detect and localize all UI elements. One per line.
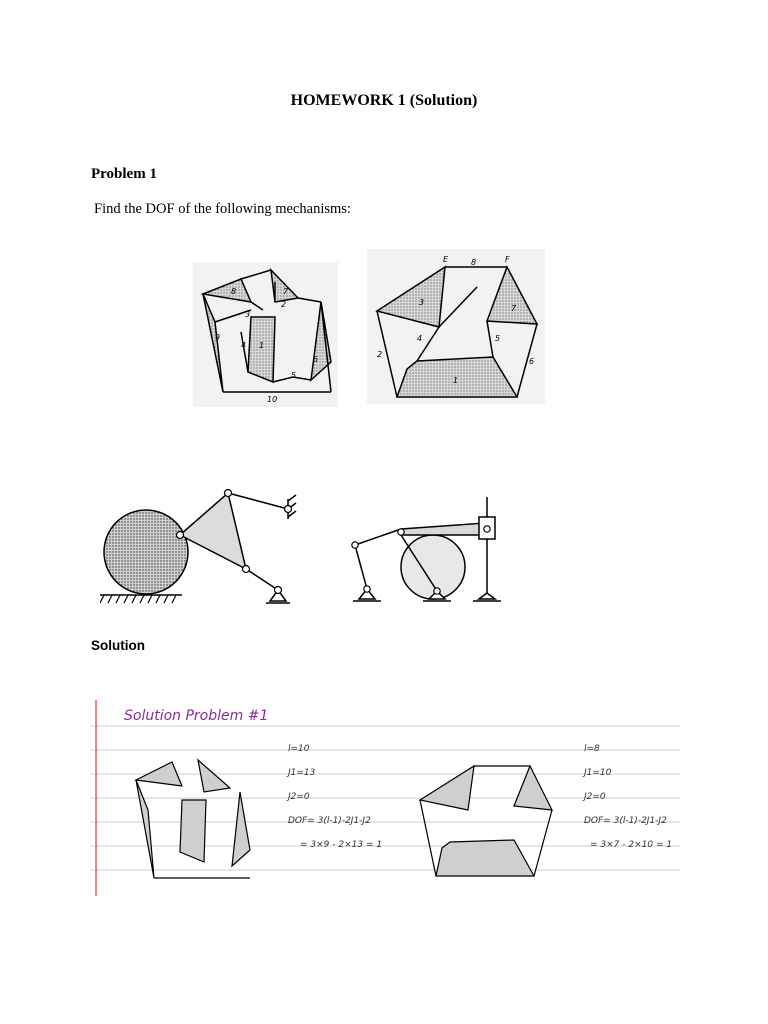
mech-b-link-label: 5: [495, 334, 501, 343]
mech-a-link-label: 2: [281, 300, 287, 309]
right-l-count: l=8: [584, 744, 600, 754]
mech-a-link-label: 10: [267, 395, 278, 404]
right-j1-count: J1=10: [584, 768, 612, 778]
mech-a-link-label: 8: [231, 287, 237, 296]
mech-a-link-label: 6: [313, 355, 319, 364]
mech-a-link-label: 4: [241, 341, 247, 350]
mech-b-joint-label: E: [443, 255, 449, 264]
left-dof-formula: DOF= 3(l-1)-2J1-J2: [288, 816, 371, 826]
solution-heading: Solution: [91, 638, 145, 653]
left-j1-count: J1=13: [288, 768, 316, 778]
mech-a-link-label: 9: [215, 333, 221, 342]
mechanism-d-figure: [345, 495, 510, 610]
mechanism-b-figure: [367, 249, 545, 404]
problem-statement: Find the DOF of the following mechanisms:: [94, 201, 351, 217]
mech-b-link-label: 8: [471, 258, 477, 267]
mech-a-link-label: 1: [259, 341, 265, 350]
handwritten-title: Solution Problem #1: [124, 708, 269, 724]
mech-a-link-label: 5: [291, 371, 297, 380]
mech-b-link-label: 6: [529, 357, 535, 366]
mech-b-joint-label: F: [505, 255, 510, 264]
mech-b-link-label: 2: [377, 350, 383, 359]
handwritten-solution: [90, 700, 680, 896]
mech-a-link-label: 3: [245, 310, 251, 319]
left-dof-result: = 3×9 - 2×13 = 1: [300, 840, 383, 850]
right-j2-count: J2=0: [584, 792, 606, 802]
left-j2-count: J2=0: [288, 792, 310, 802]
mech-b-link-label: 4: [417, 334, 423, 343]
right-dof-formula: DOF= 3(l-1)-2J1-J2: [584, 816, 667, 826]
mechanism-c-figure: [100, 485, 310, 610]
problem-heading: Problem 1: [91, 166, 157, 182]
mech-b-link-label: 3: [419, 298, 425, 307]
page-title: HOMEWORK 1 (Solution): [290, 92, 478, 109]
mech-b-link-label: 1: [453, 376, 459, 385]
mechanism-a-figure: [193, 262, 338, 407]
right-dof-result: = 3×7 - 2×10 = 1: [590, 840, 673, 850]
left-l-count: l=10: [288, 744, 310, 754]
mech-b-link-label: 7: [511, 304, 517, 313]
mech-a-link-label: 7: [283, 287, 289, 296]
